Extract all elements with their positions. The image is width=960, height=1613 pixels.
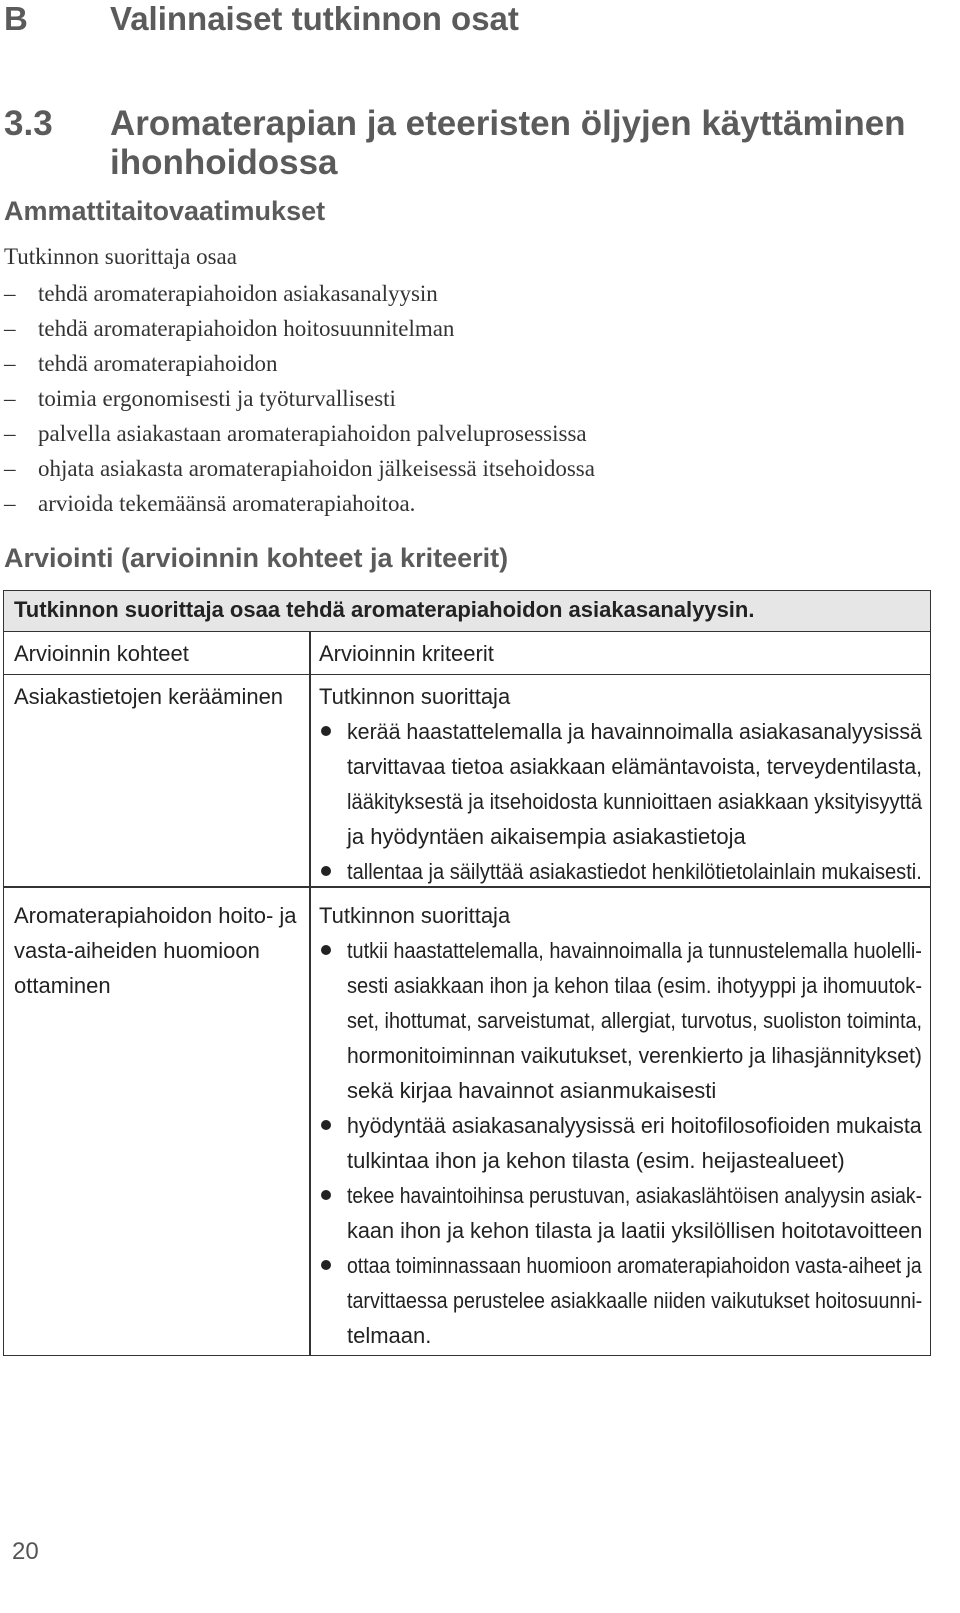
criteria-line: ottaa toiminnassaan huomioon aromaterapiahoidon vasta-aiheet ja (347, 1253, 922, 1278)
bullet-icon (321, 945, 331, 955)
criteria-line: set, ihottumat, sarveistumat, allergiat, turvotus, suoliston toiminta, (347, 1008, 923, 1033)
list-item (4, 311, 595, 346)
criteria-item (319, 1248, 929, 1353)
criteria-line: hyödyntää asiakasanalyysissä eri hoitofilosofioiden mukaista (347, 1113, 922, 1138)
table-header-row (4, 632, 930, 675)
table-row-2-criteria (319, 898, 929, 1353)
requirements-list (4, 276, 595, 521)
chapter-title-line-2: ihonhoidossa (110, 143, 338, 182)
bullet-icon (321, 1260, 331, 1270)
target-line: ottaminen (14, 973, 111, 998)
criteria-line: ja hyödyntäen aikaisempia asiakastietoja (347, 824, 746, 849)
criteria-label: Tutkinnon suorittaja (319, 903, 511, 928)
table-title: Tutkinnon suorittaja osaa tehdä aromaterapiahoidon asiakasanalyysin. (14, 597, 755, 622)
list-item-text: tehdä aromaterapiahoidon asiakasanalyysin (38, 281, 438, 306)
section-title: Valinnaiset tutkinnon osat (110, 0, 519, 37)
criteria-line: tallentaa ja säilyttää asiakastiedot henkilötietolainlain mukaisesti. (347, 859, 922, 884)
chapter-heading (4, 104, 944, 182)
criteria-line: hormonitoiminnan vaikutukset, verenkierto ja lihasjännitykset) (347, 1043, 922, 1068)
list-item (4, 381, 595, 416)
evaluation-table (3, 590, 931, 1356)
table-title-bar (4, 591, 930, 632)
dash: – (4, 456, 16, 481)
criteria-line: tulkintaa ihon ja kehon tilasta (esim. heijastealueet) (347, 1148, 845, 1173)
criteria-line: tarvittavaa tietoa asiakkaan elämäntavoista, terveydentilasta, (347, 754, 923, 779)
criteria-line: telmaan. (347, 1323, 432, 1348)
list-item (4, 276, 595, 311)
list-item-text: toimia ergonomisesti ja työturvallisesti (38, 386, 396, 411)
target-line: vasta-aiheiden huomioon (14, 938, 260, 963)
table-row-2-target (14, 898, 297, 1003)
criteria-item (319, 1178, 929, 1248)
criteria-item (319, 1108, 929, 1178)
criteria-line: lääkityksestä ja itsehoidosta kunnioittaen asiakkaan yksityisyyttä (347, 789, 923, 814)
criteria-item (319, 854, 929, 889)
requirements-intro: Tutkinnon suorittaja osaa (4, 244, 237, 269)
target-line: Aromaterapiahoidon hoito- ja (14, 903, 297, 928)
list-item-text: tehdä aromaterapiahoidon hoitosuunnitelman (38, 316, 455, 341)
dash: – (4, 316, 16, 341)
column-header-targets: Arvioinnin kohteet (14, 641, 189, 666)
bullet-icon (321, 866, 331, 876)
criteria-item (319, 714, 929, 854)
dash: – (4, 386, 16, 411)
chapter-number: 3.3 (4, 104, 53, 143)
criteria-line: sekä kirjaa havainnot asianmukaisesti (347, 1078, 717, 1103)
list-item-text: ohjata asiakasta aromaterapiahoidon jälkeisessä itsehoidossa (38, 456, 595, 481)
criteria-line: tarvittaessa perustelee asiakkaalle niiden vaikutukset hoitosuunni- (347, 1288, 923, 1313)
chapter-title-line-1: Aromaterapian ja eteeristen öljyjen käyttäminen (110, 104, 906, 143)
bullet-icon (321, 1120, 331, 1130)
criteria-line: tekee havaintoihinsa perustuvan, asiakaslähtöisen analyysin asiak- (347, 1183, 923, 1208)
list-item-text: palvella asiakastaan aromaterapiahoidon palveluprosessissa (38, 421, 587, 446)
list-item-text: arvioida tekemäänsä aromaterapiahoitoa. (38, 491, 416, 516)
page-number: 20 (12, 1538, 39, 1565)
list-item (4, 416, 595, 451)
dash: – (4, 281, 16, 306)
bullet-icon (321, 726, 331, 736)
list-item-text: tehdä aromaterapiahoidon (38, 351, 278, 376)
list-item (4, 486, 595, 521)
list-item (4, 451, 595, 486)
table-row-1-target (14, 679, 283, 714)
criteria-line: kerää haastattelemalla ja havainnoimalla asiakasanalyysissä (347, 719, 922, 744)
table-row-1-criteria (319, 679, 929, 889)
evaluation-heading: Arviointi (arvioinnin kohteet ja kriteerit) (4, 543, 509, 573)
dash: – (4, 491, 16, 516)
criteria-line: kaan ihon ja kehon tilasta ja laatii yksilöllisen hoitotavoitteen (347, 1218, 923, 1243)
section-header (4, 0, 519, 38)
column-header-criteria: Arvioinnin kriteerit (319, 641, 494, 666)
dash: – (4, 421, 16, 446)
criteria-label: Tutkinnon suorittaja (319, 684, 511, 709)
list-item (4, 346, 595, 381)
bullet-icon (321, 1190, 331, 1200)
requirements-heading: Ammattitaitovaatimukset (4, 196, 326, 226)
criteria-line: sesti asiakkaan ihon ja kehon tilaa (esim. ihotyyppi ja ihomuutok- (347, 973, 922, 998)
dash: – (4, 351, 16, 376)
criteria-item (319, 933, 929, 1108)
criteria-line: tutkii haastattelemalla, havainnoimalla ja tunnustelemalla huolelli- (347, 938, 922, 963)
section-letter: B (4, 0, 28, 37)
column-divider (309, 632, 311, 1356)
target-line: Asiakastietojen kerääminen (14, 684, 284, 709)
